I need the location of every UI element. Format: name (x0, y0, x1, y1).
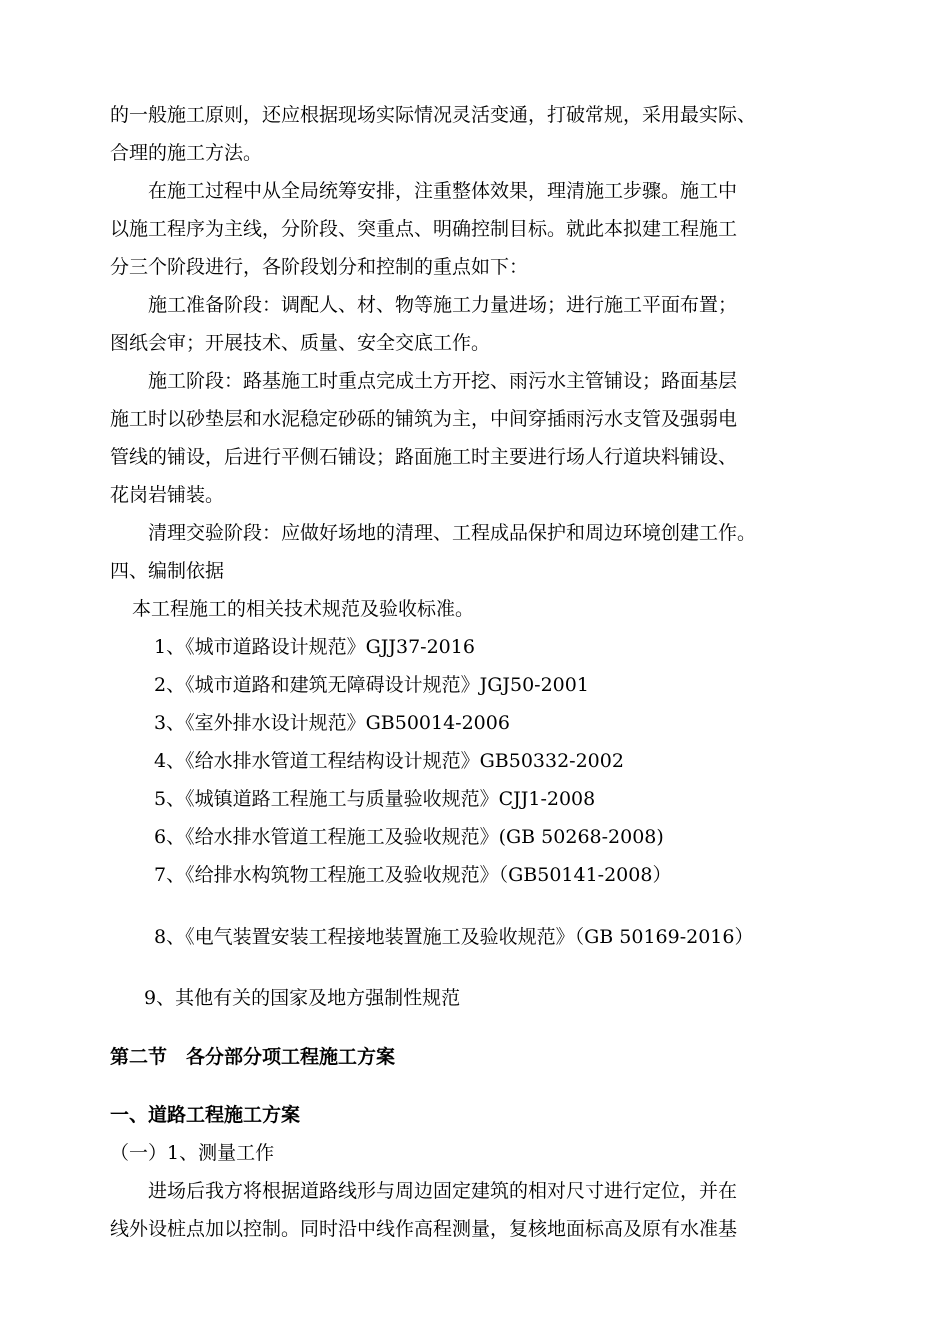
list-item: 2、《城市道路和建筑无障碍设计规范》JGJ50-2001 (154, 674, 589, 696)
body-line: 分三个阶段进行，各阶段划分和控制的重点如下： (110, 256, 529, 278)
section-intro: 本工程施工的相关技术规范及验收标准。 (132, 598, 475, 620)
list-item: 7、《给排水构筑物工程施工及验收规范》（GB50141-2008） (154, 864, 672, 886)
list-item: 8、《电气装置安装工程接地装置施工及验收规范》（GB 50169-2016） (154, 926, 754, 948)
subsection-heading: 一、道路工程施工方案 (110, 1104, 301, 1126)
list-item: 3、《室外排水设计规范》GB50014-2006 (154, 712, 510, 734)
body-line: 合理的施工方法。 (110, 142, 263, 164)
body-line: 施工准备阶段：调配人、材、物等施工力量进场；进行施工平面布置； (148, 294, 738, 316)
section-title: 第二节 各分部分项工程施工方案 (110, 1046, 396, 1068)
section-heading: 四、编制依据 (110, 560, 225, 582)
body-line: 清理交验阶段：应做好场地的清理、工程成品保护和周边环境创建工作。 (148, 522, 757, 544)
list-item: 9、其他有关的国家及地方强制性规范 (144, 987, 461, 1009)
body-line: 管线的铺设，后进行平侧石铺设；路面施工时主要进行场人行道块料铺设、 (110, 446, 738, 468)
body-line: 的一般施工原则，还应根据现场实际情况灵活变通，打破常规，采用最实际、 (110, 104, 757, 126)
list-item: 6、《给水排水管道工程施工及验收规范》(GB 50268-2008) (154, 826, 664, 848)
body-line: 以施工程序为主线，分阶段、突重点、明确控制目标。就此本拟建工程施工 (110, 218, 738, 240)
body-line: 花岗岩铺装。 (110, 484, 225, 506)
body-line: 施工阶段：路基施工时重点完成土方开挖、雨污水主管铺设；路面基层 (148, 370, 738, 392)
list-item: 4、《给水排水管道工程结构设计规范》GB50332-2002 (154, 750, 624, 772)
body-line: 线外设桩点加以控制。同时沿中线作高程测量，复核地面标高及原有水准基 (110, 1218, 738, 1240)
list-item: 5、《城镇道路工程施工与质量验收规范》CJJ1-2008 (154, 788, 596, 810)
body-line: 进场后我方将根据道路线形与周边固定建筑的相对尺寸进行定位，并在 (148, 1180, 738, 1202)
body-line: 在施工过程中从全局统筹安排，注重整体效果，理清施工步骤。施工中 (148, 180, 738, 202)
body-line: 施工时以砂垫层和水泥稳定砂砾的铺筑为主，中间穿插雨污水支管及强弱电 (110, 408, 738, 430)
subsection-subheading: （一）1、测量工作 (110, 1142, 275, 1164)
body-line: 图纸会审；开展技术、质量、安全交底工作。 (110, 332, 491, 354)
list-item: 1、《城市道路设计规范》GJJ37-2016 (154, 636, 475, 658)
